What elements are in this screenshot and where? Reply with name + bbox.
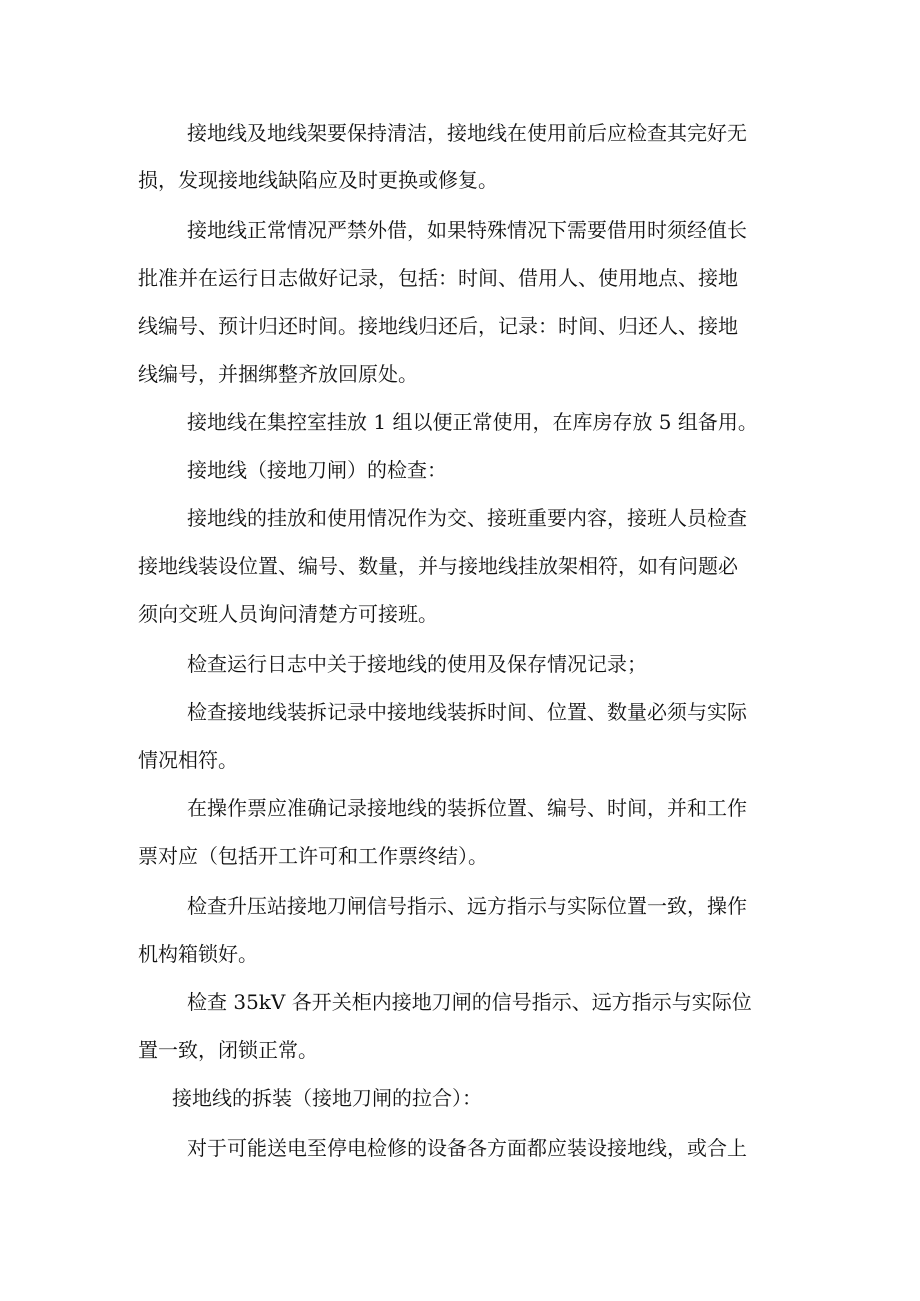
paragraph-line: 损，发现接地线缺陷应及时更换或修复。: [138, 168, 498, 192]
paragraph-line: 线编号，并捆绑整齐放回原处。: [138, 362, 418, 386]
paragraph-line: 情况相符。: [138, 748, 238, 772]
paragraph-line: 置一致，闭锁正常。: [138, 1038, 318, 1062]
paragraph-line: 接地线正常情况严禁外借，如果特殊情况下需要借用时须经值长: [187, 218, 747, 242]
paragraph-line: 接地线在集控室挂放 1 组以便正常使用，在库房存放 5 组备用。: [187, 410, 758, 434]
paragraph-line: 机构箱锁好。: [138, 942, 258, 966]
paragraph-line: 票对应（包括开工许可和工作票终结）。: [138, 844, 488, 868]
section-heading: 接地线的拆装（接地刀闸的拉合）：: [172, 1086, 482, 1110]
paragraph-line: 对于可能送电至停电检修的设备各方面都应装设接地线，或合上: [187, 1136, 747, 1160]
paragraph-line: 接地线装设位置、编号、数量，并与接地线挂放架相符，如有问题必: [138, 554, 738, 578]
paragraph-line: 检查接地线装拆记录中接地线装拆时间、位置、数量必须与实际: [187, 700, 747, 724]
paragraph-line: 检查升压站接地刀闸信号指示、远方指示与实际位置一致，操作: [187, 894, 747, 918]
paragraph-line: 批准并在运行日志做好记录，包括：时间、借用人、使用地点、接地: [138, 266, 738, 290]
paragraph-line: 在操作票应准确记录接地线的装拆位置、编号、时间，并和工作: [187, 796, 747, 820]
paragraph-line: 检查运行日志中关于接地线的使用及保存情况记录；: [187, 652, 647, 676]
paragraph-line: 须向交班人员询问清楚方可接班。: [138, 602, 438, 626]
paragraph-line: 接地线的挂放和使用情况作为交、接班重要内容，接班人员检查: [187, 506, 747, 530]
paragraph-line: 线编号、预计归还时间。接地线归还后，记录：时间、归还人、接地: [138, 314, 738, 338]
paragraph-line: 检查 35kV 各开关柜内接地刀闸的信号指示、远方指示与实际位: [187, 990, 752, 1014]
paragraph-line: 接地线及地线架要保持清洁，接地线在使用前后应检查其完好无: [187, 121, 747, 145]
paragraph-line: 接地线（接地刀闸）的检查：: [187, 458, 447, 482]
